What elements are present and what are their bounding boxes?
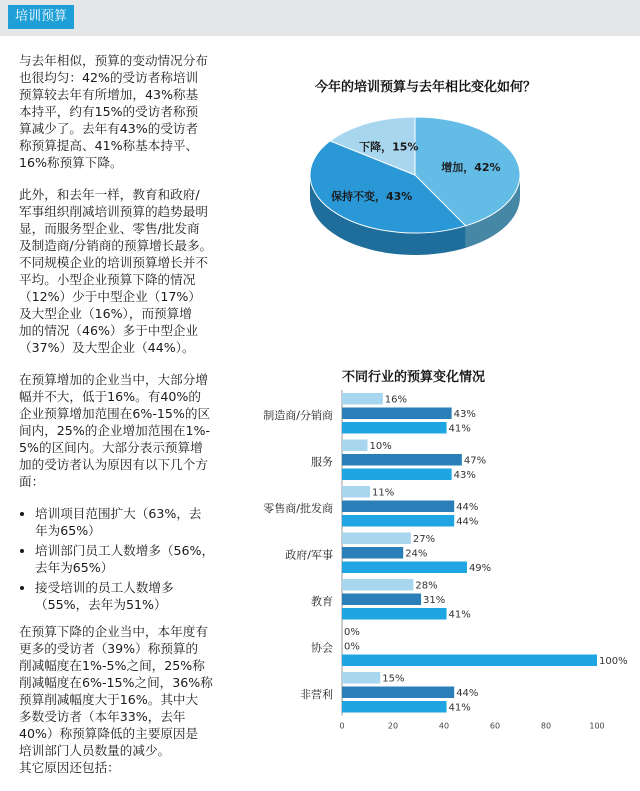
bar-chart-title: 不同行业的预算变化情况 xyxy=(342,370,486,385)
bar xyxy=(342,440,368,452)
x-tick-label: 80 xyxy=(540,721,552,731)
bar xyxy=(342,579,413,591)
bar xyxy=(342,408,452,420)
bar-value-label: 44% xyxy=(456,502,479,513)
bar-value-label: 44% xyxy=(456,516,479,528)
category-label: 教育 xyxy=(311,594,333,608)
bar-value-label: 28% xyxy=(415,580,438,592)
pie-slice-label: 下降，15% xyxy=(359,140,419,154)
bar xyxy=(342,515,454,527)
bar xyxy=(342,393,383,405)
paragraph-budget-overview: 与去年相似，预算的变动情况分布 也很均匀：42%的受访者称培训 预算较去年有所增加，43%称基 本持平，约有15%的受访者称预 算减少了。去年有43%的受访者 称预算提高、41%称基本持平、 16%称预算下降。 xyxy=(19,53,208,170)
bar-value-label: 10% xyxy=(369,441,392,452)
bar xyxy=(342,594,421,606)
category-label: 服务 xyxy=(311,455,333,469)
bar-chart-panel xyxy=(245,360,630,750)
bar-value-label: 15% xyxy=(382,673,405,685)
bar-value-label: 41% xyxy=(448,423,471,435)
bar-value-label: 24% xyxy=(405,548,428,560)
bar-value-label: 47% xyxy=(463,455,487,467)
bar xyxy=(342,533,411,545)
bar-value-label: 43% xyxy=(453,470,476,481)
x-tick-label: 60 xyxy=(489,721,501,731)
bar-value-label: 31% xyxy=(423,595,446,606)
x-tick-label: 20 xyxy=(387,721,399,731)
bar-value-label: 0% xyxy=(344,641,360,653)
bar xyxy=(342,687,454,699)
paragraph-increase-reasons: 在预算增加的企业当中，大部分增 幅并不大，低于16%。有40%的 企业预算增加范围在6%-15%的区 间内，25%的企业增加范围在1%- 5%的区间内。大部分表示预算增 加的受访者认为原因有以下几个方 面： xyxy=(19,372,211,489)
pie-chart-panel xyxy=(295,63,595,309)
bar xyxy=(342,501,454,513)
bar xyxy=(342,469,452,481)
category-label: 制造商/分销商 xyxy=(263,408,333,422)
x-tick-label: 0 xyxy=(339,721,345,731)
paragraph-industry-trends: 此外，和去年一样，教育和政府/ 军事组织削减培训预算的趋势最明 显，而服务型企业、零售/批发商 及制造商/分销商的预算增长最多。 不同规模企业的培训预算增长并不 平均。小型企业预算下降的情况 （12%）少于中型企业（17%） 及大型企业（16%），而预算增 加的情况（46%）多于中型企业 （37%）及大型企业（44%）。 xyxy=(19,187,213,355)
bar-value-label: 0% xyxy=(344,627,360,638)
category-label: 非营利 xyxy=(300,687,333,701)
x-tick-label: 100 xyxy=(589,721,605,731)
reason-list xyxy=(19,505,249,613)
category-label: 协会 xyxy=(311,641,333,655)
bar-value-label: 41% xyxy=(448,609,471,621)
reason-item: • 培训项目范围扩大（63%，去 年为65%） xyxy=(35,505,249,539)
paragraph-decrease-reasons: 在预算下降的企业当中，本年度有 更多的受访者（39%）称预算的 削减幅度在1%-5%之间，25%称 削减幅度在6%-15%之间，36%称 预算削减幅度大于16%。其中大 多数受访者（本年33%，去年 40%）称预算降低的主要原因是 培训部门人员数量的减少。 其它原因还包括： xyxy=(19,624,213,775)
bar-value-label: 27% xyxy=(412,534,436,545)
bar-value-label: 100% xyxy=(599,656,628,667)
pie-chart-title: 今年的培训预算与去年相比变化如何？ xyxy=(315,80,537,95)
bar-chart xyxy=(245,360,630,750)
reason-item: • 接受培训的员工人数增多 （55%，去年为51%） xyxy=(35,579,249,613)
reason-item: • 培训部门员工人数增多（56%， 去年为65%） xyxy=(35,542,249,576)
section-title: 培训预算 xyxy=(8,5,74,29)
bar xyxy=(342,608,447,620)
category-label: 零售商/批发商 xyxy=(263,501,333,515)
bar-value-label: 11% xyxy=(372,487,395,499)
section-header xyxy=(0,0,640,36)
body-text-column xyxy=(19,52,249,791)
bar xyxy=(342,547,403,559)
bar-value-label: 43% xyxy=(453,409,476,420)
pie-chart xyxy=(295,63,595,309)
bar-value-label: 41% xyxy=(448,702,471,714)
bar-value-label: 44% xyxy=(456,688,479,699)
bar xyxy=(342,454,462,466)
pie-slice-label: 保持不变，43% xyxy=(331,190,413,204)
bar xyxy=(342,701,447,713)
category-label: 政府/军事 xyxy=(285,548,333,562)
bar-value-label: 49% xyxy=(468,563,492,574)
bar xyxy=(342,486,370,498)
bar xyxy=(342,562,467,574)
bar xyxy=(342,422,447,434)
x-tick-label: 40 xyxy=(438,721,450,731)
bar xyxy=(342,672,380,684)
bar xyxy=(342,655,597,667)
bar-value-label: 16% xyxy=(384,394,408,406)
pie-slice-label: 增加，42% xyxy=(441,161,501,175)
